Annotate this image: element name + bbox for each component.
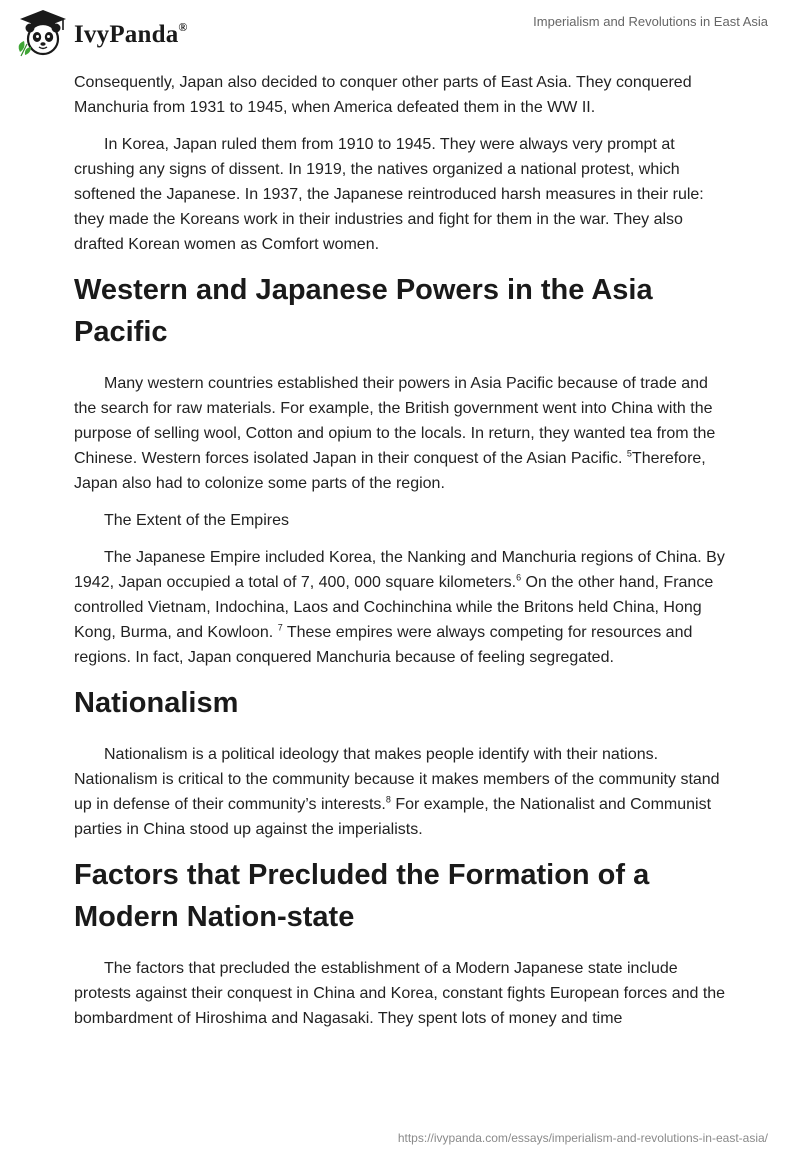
subheading-extent-of-empires: The Extent of the Empires: [104, 512, 289, 529]
document-title: Imperialism and Revolutions in East Asia: [533, 14, 768, 29]
heading-western-japanese-powers: Western and Japanese Powers in the Asia Pacific: [74, 274, 653, 348]
paragraph-extent: The Japanese Empire included Korea, the Nanking and Manchuria regions of China. By 1942, Japan occupied a total of 7, 400, 000 square kilometers.$^6$ On the other hand, France controlled Vietnam, Indochina, Laos and Cochinchina while the Britons held China, Hong Kong, Burma, and Kowloon. $^7$ These empires were always competing for resources and regions. In fact, Japan conquered Manchuria because of feeling segregated.: [74, 549, 725, 666]
footnote-ref-7[interactable]: 7: [277, 622, 283, 633]
paragraph-western-powers: Many western countries established their powers in Asia Pacific because of trade and the search for raw materials. For example, the British government went into China with the purpose of selling wool, Cotton and opium to the locals. In return, they wanted tea from the Chinese. Western forces isolated Japan in their conquest of the Asian Pacific. $^5$Therefore, Japan also had to colonize some parts of the region.: [74, 375, 716, 492]
page-header: [0, 0, 800, 64]
paragraph-korea: In Korea, Japan ruled them from 1910 to 1945. They were always very prompt at crushing any signs of dissent. In 1919, the natives organized a national protest, which softened the Japanese. In 1937, the Japanese reintroduced harsh measures in their rule: they made the Koreans work in their industries and fight for them in the war. They also drafted Korean women as Comfort women.: [74, 136, 704, 253]
footnote-ref-5[interactable]: 5: [626, 448, 632, 459]
source-url-link[interactable]: https://ivypanda.com/essays/imperialism-and-revolutions-in-east-asia/: [397, 1131, 768, 1145]
ivypanda-logo-icon: [14, 8, 72, 58]
essay-content: [74, 70, 734, 1043]
heading-nationalism: Nationalism: [74, 687, 239, 719]
ivypanda-logo[interactable]: [14, 8, 188, 58]
paragraph-factors: The factors that precluded the establishment of a Modern Japanese state include protests against their conquest in China and Korea, constant fights European forces and the bombardment of Hiroshima and Nagasaki. They spent lots of money and time: [74, 960, 726, 1027]
heading-factors-precluded: Factors that Precluded the Formation of a Modern Nation-state: [74, 859, 650, 933]
registered-mark: ®: [178, 19, 188, 34]
brand-name: IvyPanda®: [74, 19, 188, 48]
footnote-ref-8[interactable]: 8: [385, 794, 391, 805]
paragraph-intro: Consequently, Japan also decided to conquer other parts of East Asia. They conquered Manchuria from 1931 to 1945, when America defeated them in the WW II.: [74, 74, 692, 116]
paragraph-nationalism: Nationalism is a political ideology that makes people identify with their nations. Nationalism is critical to the community because it makes members of the community stand up in defense of their community’s interests.$^8$ For example, the Nationalist and Communist parties in China stood up against the imperialists.: [74, 746, 720, 838]
footnote-ref-6[interactable]: 6: [516, 572, 522, 583]
